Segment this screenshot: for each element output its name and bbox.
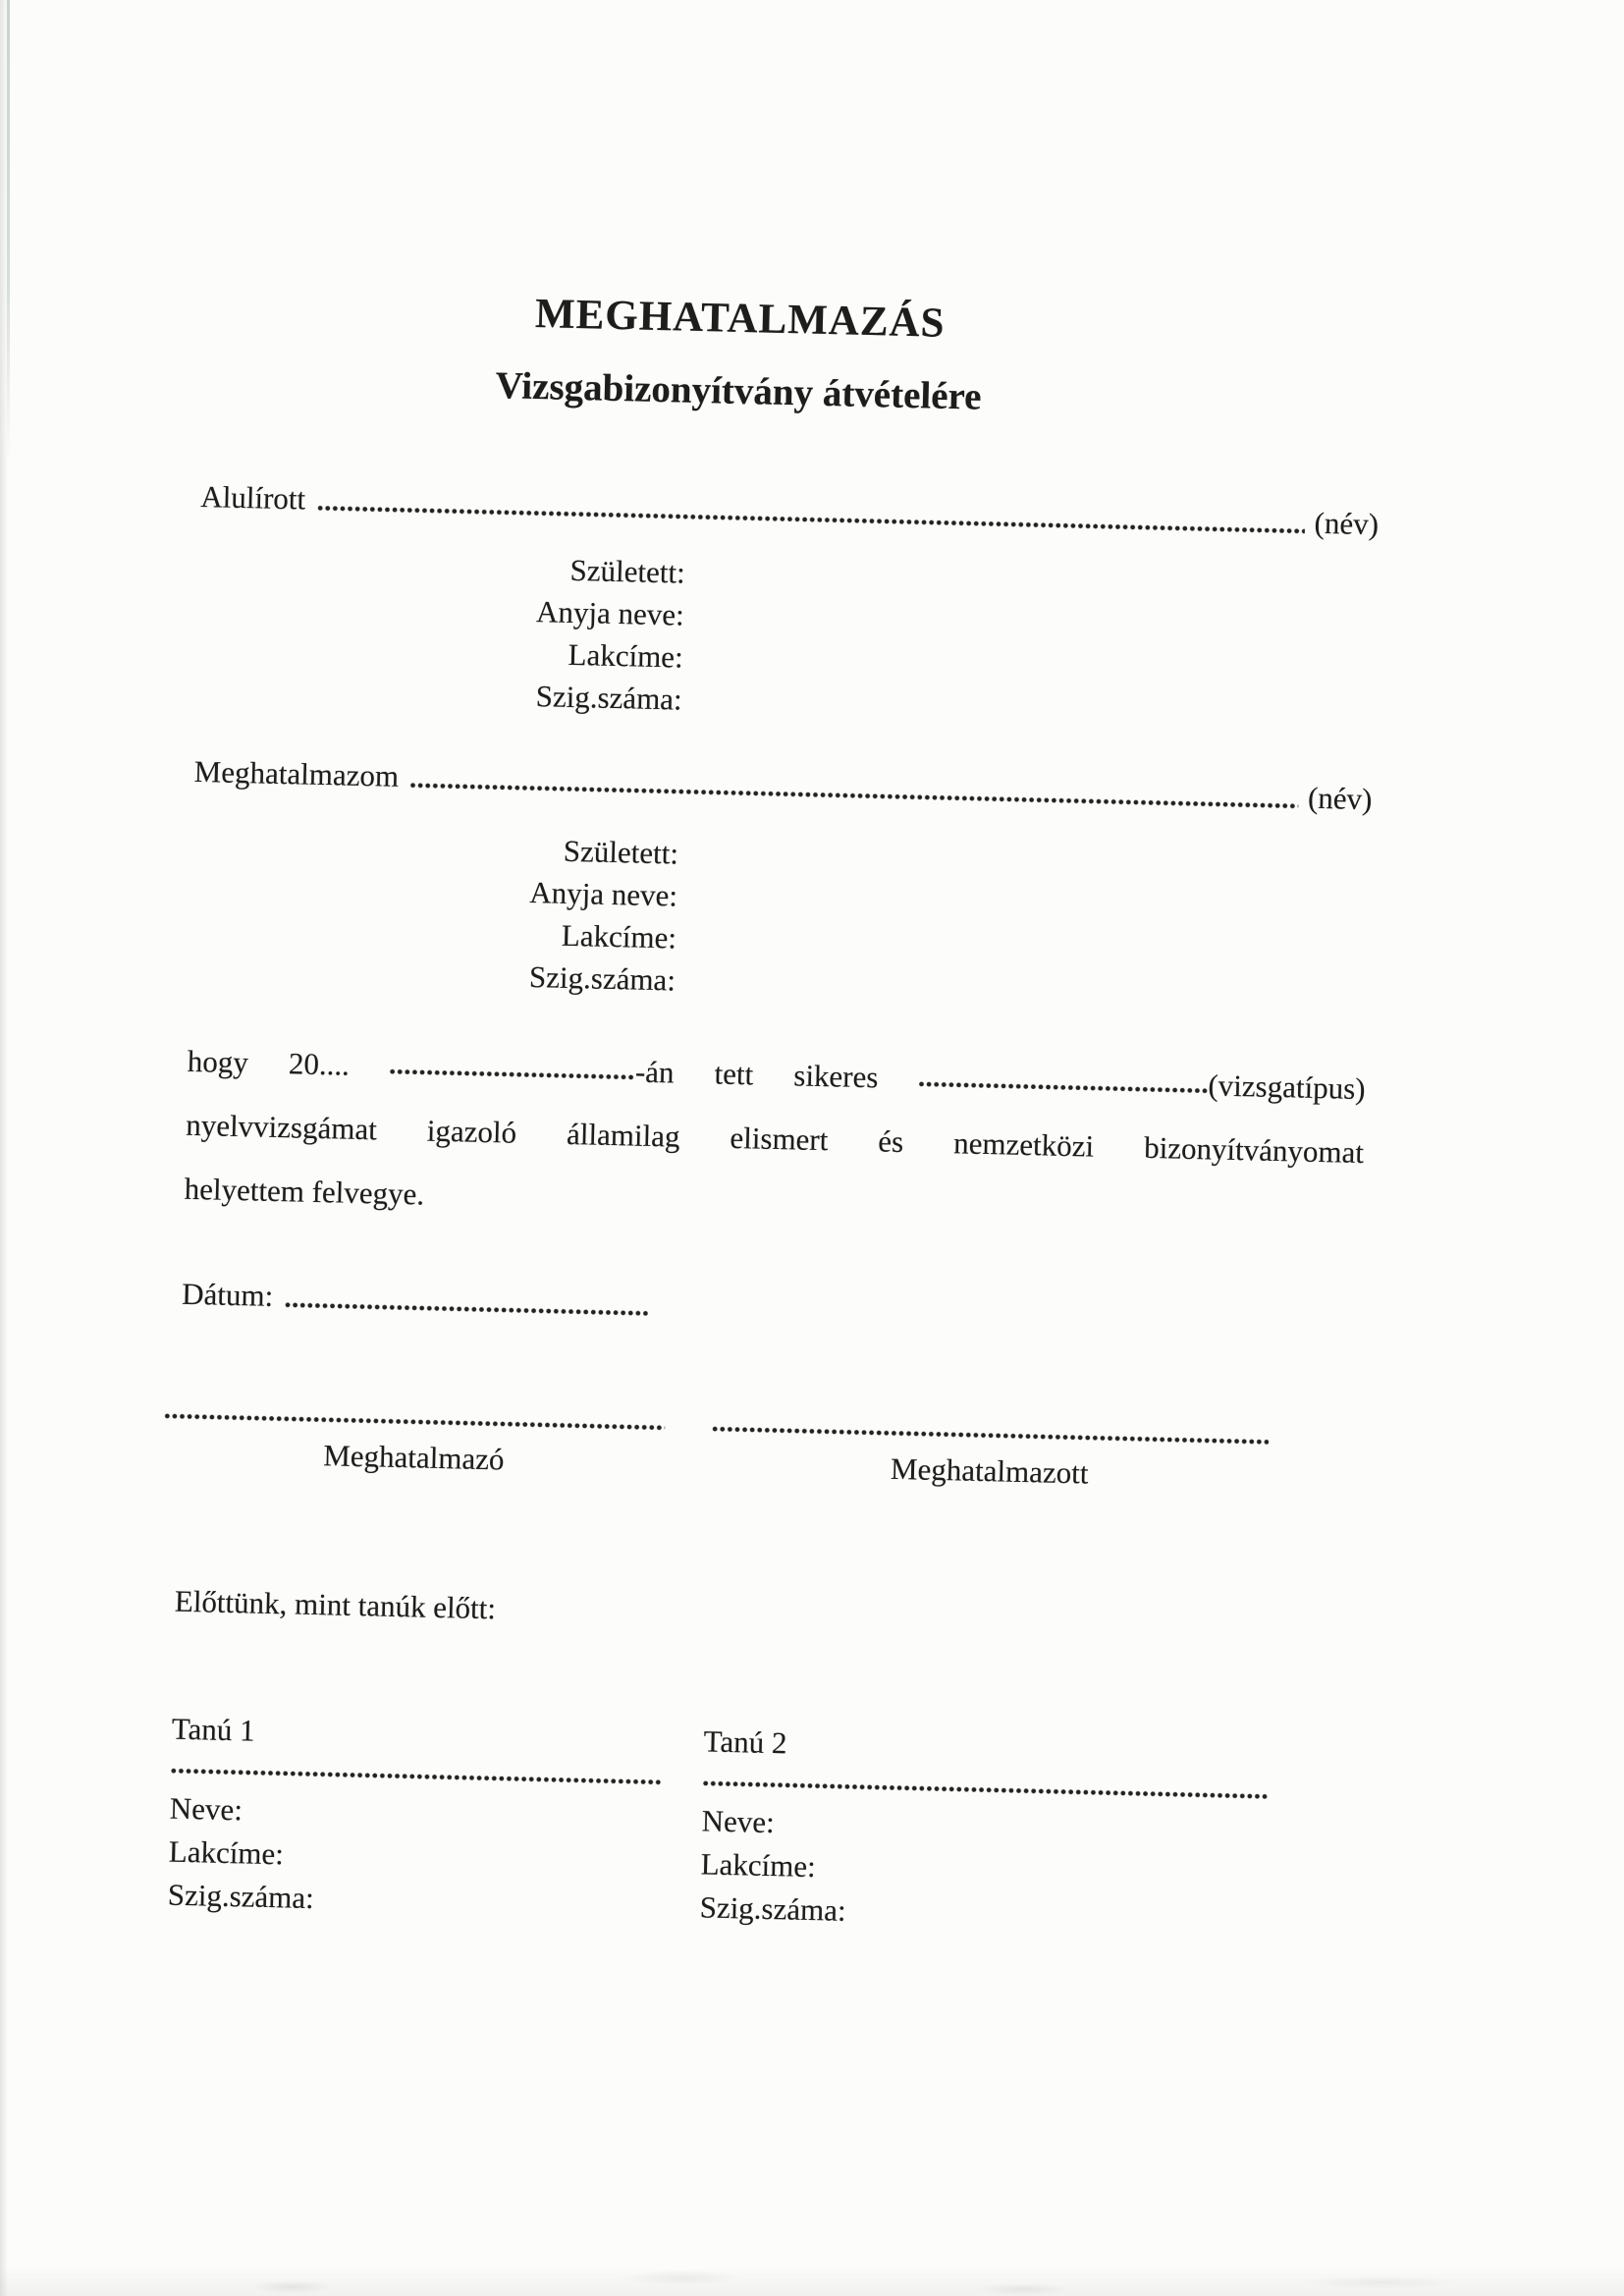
field-label-address: Lakcíme: bbox=[700, 1846, 817, 1885]
principal-signature-block bbox=[163, 1411, 665, 1483]
dotted-line bbox=[410, 781, 1298, 810]
field-label-mothers-name: Anyja neve: bbox=[535, 594, 685, 632]
field-label-id-number: Szig.száma: bbox=[699, 1889, 847, 1928]
principal-name-hint: (név) bbox=[1314, 505, 1380, 542]
witness-2-block bbox=[699, 1722, 1269, 1941]
agent-signature-label: Meghatalmazott bbox=[890, 1450, 1089, 1491]
agent-label: Meghatalmazom bbox=[193, 753, 400, 793]
date-label: Dátum: bbox=[181, 1276, 274, 1313]
field-label-name: Neve: bbox=[169, 1790, 244, 1828]
witness-1-title: Tanú 1 bbox=[171, 1711, 256, 1748]
authorization-paragraph bbox=[184, 1029, 1366, 1248]
field-label-address: Lakcíme: bbox=[568, 636, 684, 675]
dotted-line bbox=[390, 1067, 635, 1080]
field-label-id-number: Szig.száma: bbox=[167, 1877, 315, 1916]
agent-fields bbox=[189, 821, 679, 1002]
principal-fields bbox=[195, 540, 685, 721]
principal-label: Alulírott bbox=[199, 478, 306, 517]
witness-signature-dotted-line bbox=[171, 1767, 662, 1787]
agent-signature-block bbox=[711, 1425, 1269, 1498]
dotted-line bbox=[285, 1300, 648, 1318]
word-exam-type-hint: (vizsgatípus) bbox=[1208, 1067, 1366, 1107]
witness-signature-dotted-line bbox=[703, 1778, 1268, 1801]
paragraph-line-3: helyettem felvegye. bbox=[184, 1171, 425, 1212]
agent-name-row bbox=[193, 752, 1373, 819]
field-label-address: Lakcíme: bbox=[561, 917, 677, 956]
page-subtitle: Vizsgabizonyítvány átvételére bbox=[495, 364, 982, 418]
word: hogy bbox=[187, 1043, 249, 1080]
page-title: MEGHATALMAZÁS bbox=[534, 290, 947, 347]
date-row bbox=[182, 1275, 1361, 1341]
word: tett bbox=[714, 1056, 754, 1092]
field-label-born: Született: bbox=[563, 833, 679, 871]
principal-signature-label: Meghatalmazó bbox=[322, 1438, 505, 1477]
field-label-address: Lakcíme: bbox=[168, 1833, 285, 1872]
witness-1-block bbox=[167, 1710, 663, 1929]
witness-2-title: Tanú 2 bbox=[703, 1723, 787, 1761]
word: -án bbox=[634, 1054, 675, 1090]
paragraph-line-2: nyelvvizsgámat igazoló államilag elismert és nemzetközi bizonyítványomat bbox=[185, 1107, 1365, 1171]
signature-section bbox=[163, 1411, 1269, 1497]
signature-dotted-line bbox=[164, 1411, 665, 1432]
witness-section bbox=[167, 1710, 1311, 1943]
dotted-line bbox=[317, 504, 1305, 536]
field-label-born: Született: bbox=[569, 552, 686, 590]
principal-name-row bbox=[200, 477, 1380, 544]
dotted-line bbox=[918, 1079, 1208, 1093]
word-year-dots: 20.... bbox=[288, 1046, 351, 1082]
bottom-scan-noise bbox=[0, 2251, 1624, 2296]
word: sikeres bbox=[792, 1058, 879, 1095]
agent-name-hint: (név) bbox=[1307, 780, 1373, 817]
witness-intro: Előttünk, mint tanúk előtt: bbox=[174, 1583, 497, 1626]
signature-dotted-line bbox=[712, 1425, 1269, 1447]
field-label-name: Neve: bbox=[701, 1803, 776, 1840]
field-label-mothers-name: Anyja neve: bbox=[528, 875, 678, 913]
field-label-id-number: Szig.száma: bbox=[528, 959, 677, 998]
field-label-id-number: Szig.száma: bbox=[535, 679, 683, 717]
